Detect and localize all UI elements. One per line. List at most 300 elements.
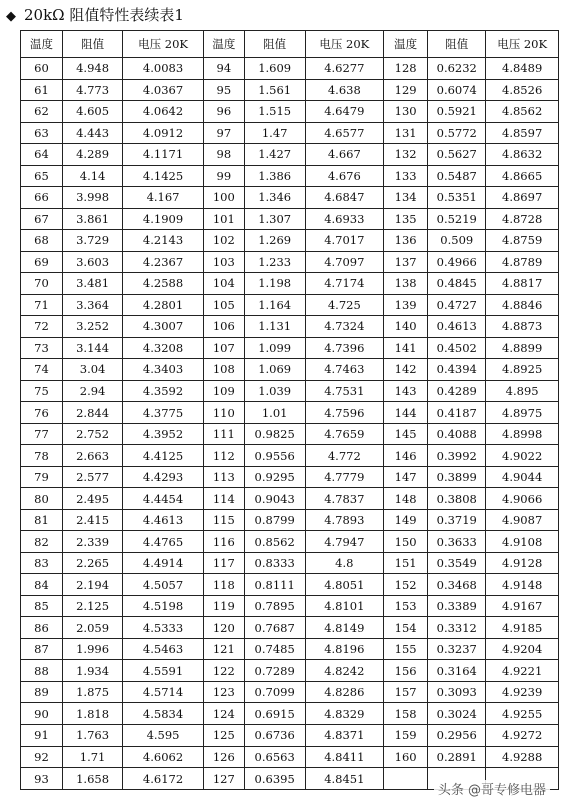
table-cell: 129 [384,79,428,101]
table-cell: 79 [21,466,63,488]
table-cell: 68 [21,230,63,252]
table-cell: 0.5627 [428,144,486,166]
table-cell: 102 [203,230,244,252]
table-cell: 70 [21,273,63,295]
table-cell: 0.9295 [244,466,305,488]
table-cell: 82 [21,531,63,553]
table-cell: 4.8101 [305,595,384,617]
table-cell: 4.6479 [305,101,384,123]
table-row [21,359,559,381]
table-cell: 69 [21,251,63,273]
table-cell: 114 [203,488,244,510]
table-cell: 4.3952 [123,423,204,445]
table-row [21,703,559,725]
header-cell: 阻值 [428,31,486,58]
table-cell: 120 [203,617,244,639]
table-cell: 4.289 [62,144,122,166]
table-cell: 4.4914 [123,552,204,574]
table-cell: 4.6847 [305,187,384,209]
table-cell: 4.6577 [305,122,384,144]
table-cell: 1.515 [244,101,305,123]
table-cell: 0.4088 [428,423,486,445]
table-cell: 89 [21,681,63,703]
table-row [21,187,559,209]
header-cell: 温度 [203,31,244,58]
table-cell: 2.415 [62,509,122,531]
table-cell: 4.9272 [486,724,559,746]
table-cell: 4.5333 [123,617,204,639]
table-cell: 124 [203,703,244,725]
table-cell: 85 [21,595,63,617]
table-cell: 0.4394 [428,359,486,381]
table-cell: 0.3164 [428,660,486,682]
table-row [21,402,559,424]
table-cell: 0.3719 [428,509,486,531]
table-cell: 151 [384,552,428,574]
table-row [21,58,559,80]
header-cell: 阻值 [62,31,122,58]
header-cell: 电压 20K [123,31,204,58]
table-cell: 4.4125 [123,445,204,467]
table-cell: 4.7324 [305,316,384,338]
table-cell: 4.8329 [305,703,384,725]
table-row [21,488,559,510]
table-row [21,144,559,166]
table-cell: 99 [203,165,244,187]
table-cell: 86 [21,617,63,639]
table-cell: 109 [203,380,244,402]
table-cell: 105 [203,294,244,316]
table-cell: 0.8799 [244,509,305,531]
table-cell: 4.772 [305,445,384,467]
table-cell: 2.495 [62,488,122,510]
table-cell: 4.1425 [123,165,204,187]
table-cell: 0.5921 [428,101,486,123]
table-row [21,423,559,445]
table-cell: 0.509 [428,230,486,252]
table-cell: 4.2588 [123,273,204,295]
table-cell: 116 [203,531,244,553]
table-cell: 0.4502 [428,337,486,359]
table-cell: 1.386 [244,165,305,187]
table-cell: 152 [384,574,428,596]
table-cell: 113 [203,466,244,488]
table-cell: 3.861 [62,208,122,230]
table-cell: 0.4187 [428,402,486,424]
table-cell: 93 [21,768,63,790]
table-cell: 4.5463 [123,638,204,660]
table-cell: 122 [203,660,244,682]
table-cell: 4.9255 [486,703,559,725]
table-cell: 66 [21,187,63,209]
table-cell: 100 [203,187,244,209]
table-cell: 142 [384,359,428,381]
table-cell: 0.9825 [244,423,305,445]
table-cell: 0.7687 [244,617,305,639]
table-cell: 101 [203,208,244,230]
table-cell: 4.3403 [123,359,204,381]
table-cell: 4.7463 [305,359,384,381]
table-cell: 4.8242 [305,660,384,682]
table-cell: 1.01 [244,402,305,424]
table-cell: 112 [203,445,244,467]
table-cell: 4.2801 [123,294,204,316]
table-cell: 4.8998 [486,423,559,445]
table-cell: 0.3808 [428,488,486,510]
table-cell: 4.5834 [123,703,204,725]
table-cell: 84 [21,574,63,596]
table-cell: 62 [21,101,63,123]
table-cell: 128 [384,58,428,80]
table-cell: 0.4966 [428,251,486,273]
table-cell: 117 [203,552,244,574]
table-cell: 127 [203,768,244,790]
table-cell: 125 [203,724,244,746]
table-cell: 4.8759 [486,230,559,252]
table-cell: 131 [384,122,428,144]
table-cell: 4.4765 [123,531,204,553]
table-cell: 71 [21,294,63,316]
table-cell: 4.9087 [486,509,559,531]
table-cell: 4.8286 [305,681,384,703]
table-cell: 4.7596 [305,402,384,424]
title-text: 20kΩ 阻值特性表续表1 [24,6,184,24]
table-cell: 1.269 [244,230,305,252]
table-cell: 92 [21,746,63,768]
table-cell: 3.04 [62,359,122,381]
table-cell: 3.481 [62,273,122,295]
table-row [21,466,559,488]
table-cell: 1.47 [244,122,305,144]
table-cell: 1.198 [244,273,305,295]
table-cell: 0.9556 [244,445,305,467]
table-cell: 0.3468 [428,574,486,596]
table-cell: 2.752 [62,423,122,445]
table-cell: 4.8 [305,552,384,574]
table-cell: 0.3992 [428,445,486,467]
table-cell: 0.4727 [428,294,486,316]
table-row [21,724,559,746]
table-cell: 106 [203,316,244,338]
table-row [21,79,559,101]
table-cell: 104 [203,273,244,295]
table-row [21,595,559,617]
table-cell: 121 [203,638,244,660]
table-cell: 4.773 [62,79,122,101]
table-cell: 1.609 [244,58,305,80]
table-cell: 4.5714 [123,681,204,703]
table-cell: 4.7097 [305,251,384,273]
table-cell: 90 [21,703,63,725]
table-cell: 4.8817 [486,273,559,295]
table-cell: 2.94 [62,380,122,402]
table-cell: 1.346 [244,187,305,209]
table-cell: 1.427 [244,144,305,166]
table-cell: 1.658 [62,768,122,790]
table-cell: 4.14 [62,165,122,187]
table-cell: 4.9185 [486,617,559,639]
table-cell: 4.8846 [486,294,559,316]
table-cell: 4.676 [305,165,384,187]
table-cell: 4.0367 [123,79,204,101]
table-row [21,101,559,123]
table-cell: 4.9044 [486,466,559,488]
table-cell: 108 [203,359,244,381]
table-row [21,208,559,230]
resistance-table [20,30,559,790]
table-cell: 4.9288 [486,746,559,768]
table-cell: 4.8665 [486,165,559,187]
table-cell: 110 [203,402,244,424]
table-cell: 0.8333 [244,552,305,574]
header-cell: 电压 20K [486,31,559,58]
table-cell: 146 [384,445,428,467]
table-cell: 4.5057 [123,574,204,596]
table-cell: 0.2891 [428,746,486,768]
table-cell: 155 [384,638,428,660]
table-cell: 0.6915 [244,703,305,725]
table-cell: 4.5198 [123,595,204,617]
table-cell: 4.0642 [123,101,204,123]
table-cell: 4.6172 [123,768,204,790]
table-cell: 4.605 [62,101,122,123]
table-cell: 2.265 [62,552,122,574]
table-cell: 4.8597 [486,122,559,144]
table-cell: 4.7531 [305,380,384,402]
table-cell: 4.7017 [305,230,384,252]
table-cell: 4.6062 [123,746,204,768]
table-cell: 0.6232 [428,58,486,80]
table-cell: 4.1171 [123,144,204,166]
table-cell: 4.9108 [486,531,559,553]
table-cell: 2.844 [62,402,122,424]
table-cell: 144 [384,402,428,424]
table-cell: 130 [384,101,428,123]
table-cell: 4.4454 [123,488,204,510]
table-cell: 63 [21,122,63,144]
table-row [21,574,559,596]
table-cell: 143 [384,380,428,402]
table-cell: 0.3899 [428,466,486,488]
table-cell: 97 [203,122,244,144]
table-cell: 4.638 [305,79,384,101]
table-cell: 1.996 [62,638,122,660]
table-cell: 0.6074 [428,79,486,101]
table-cell: 4.7174 [305,273,384,295]
table-cell: 126 [203,746,244,768]
table-cell: 119 [203,595,244,617]
table-cell: 2.059 [62,617,122,639]
table-cell: 4.3208 [123,337,204,359]
table-cell: 0.3024 [428,703,486,725]
table-cell: 3.998 [62,187,122,209]
table-body [21,58,559,790]
table-cell: 61 [21,79,63,101]
table-row [21,165,559,187]
table-cell: 123 [203,681,244,703]
table-cell: 156 [384,660,428,682]
table-cell: 0.5487 [428,165,486,187]
table-cell: 0.7895 [244,595,305,617]
table-cell: 1.039 [244,380,305,402]
header-cell: 温度 [21,31,63,58]
table-row [21,681,559,703]
table-cell: 4.7659 [305,423,384,445]
table-row [21,316,559,338]
table-cell: 94 [203,58,244,80]
table-cell: 4.5591 [123,660,204,682]
table-row [21,617,559,639]
table-cell: 145 [384,423,428,445]
table-cell: 0.4289 [428,380,486,402]
table-cell: 4.2143 [123,230,204,252]
table-cell: 60 [21,58,63,80]
table-cell: 3.252 [62,316,122,338]
table-cell: 4.7396 [305,337,384,359]
header-cell: 电压 20K [305,31,384,58]
table-cell: 136 [384,230,428,252]
table-cell: 74 [21,359,63,381]
table-cell: 1.561 [244,79,305,101]
table-cell: 65 [21,165,63,187]
table-cell: 4.3007 [123,316,204,338]
table-cell: 4.9128 [486,552,559,574]
table-cell: 135 [384,208,428,230]
table-cell: 139 [384,294,428,316]
header-cell: 阻值 [244,31,305,58]
table-cell: 4.1909 [123,208,204,230]
table-cell: 95 [203,79,244,101]
table-cell: 111 [203,423,244,445]
table-cell: 4.8873 [486,316,559,338]
table-cell: 4.9167 [486,595,559,617]
table-cell: 4.895 [486,380,559,402]
table-header-row [21,31,559,58]
table-cell: 4.0083 [123,58,204,80]
table-cell: 4.9066 [486,488,559,510]
table-cell: 73 [21,337,63,359]
table-cell: 0.7099 [244,681,305,703]
table-cell: 0.3312 [428,617,486,639]
table-cell: 0.2956 [428,724,486,746]
table-cell: 4.9239 [486,681,559,703]
table-row [21,230,559,252]
table-cell: 0.8562 [244,531,305,553]
table-cell: 147 [384,466,428,488]
table-cell: 1.233 [244,251,305,273]
table-cell: 4.8489 [486,58,559,80]
table-row [21,531,559,553]
table-cell: 0.3093 [428,681,486,703]
table-cell: 2.339 [62,531,122,553]
table-cell: 4.8562 [486,101,559,123]
table-cell: 4.3775 [123,402,204,424]
table-cell: 4.4293 [123,466,204,488]
table-cell: 4.6277 [305,58,384,80]
table-cell: 72 [21,316,63,338]
table-cell: 159 [384,724,428,746]
table-cell: 4.8925 [486,359,559,381]
table-cell: 4.7893 [305,509,384,531]
table-cell: 4.9204 [486,638,559,660]
table-row [21,294,559,316]
table-cell: 3.144 [62,337,122,359]
table-cell: 0.9043 [244,488,305,510]
table-cell: 1.875 [62,681,122,703]
table-cell: 4.8899 [486,337,559,359]
table-cell: 0.3389 [428,595,486,617]
table-cell: 77 [21,423,63,445]
table-cell: 103 [203,251,244,273]
document-title [6,4,184,26]
table-cell: 149 [384,509,428,531]
table-row [21,273,559,295]
table-cell: 1.069 [244,359,305,381]
table-cell: 4.8051 [305,574,384,596]
table-cell: 4.8697 [486,187,559,209]
table-cell: 64 [21,144,63,166]
table-cell: 0.5219 [428,208,486,230]
table-cell: 96 [203,101,244,123]
table-cell: 3.603 [62,251,122,273]
table-cell: 2.125 [62,595,122,617]
table-cell: 1.099 [244,337,305,359]
table-cell: 4.9022 [486,445,559,467]
table-cell: 80 [21,488,63,510]
table-cell: 1.71 [62,746,122,768]
table-cell: 153 [384,595,428,617]
table-cell: 0.6563 [244,746,305,768]
table-cell: 4.8371 [305,724,384,746]
diamond-bullet-icon: ◆ [6,9,16,24]
table-cell: 158 [384,703,428,725]
table-row [21,445,559,467]
table-cell: 2.663 [62,445,122,467]
table-cell: 4.0912 [123,122,204,144]
table-cell: 0.6736 [244,724,305,746]
table-row [21,337,559,359]
table-cell: 4.8728 [486,208,559,230]
table-cell: 4.7779 [305,466,384,488]
table-cell: 0.7289 [244,660,305,682]
table-cell: 148 [384,488,428,510]
table-cell: 88 [21,660,63,682]
table-cell: 140 [384,316,428,338]
table-cell: 4.6933 [305,208,384,230]
table-cell: 107 [203,337,244,359]
table-cell: 4.7837 [305,488,384,510]
table-cell: 0.4845 [428,273,486,295]
table-cell: 0.6395 [244,768,305,790]
table-cell: 1.934 [62,660,122,682]
table-cell: 137 [384,251,428,273]
table-row [21,251,559,273]
table-cell: 4.8526 [486,79,559,101]
table-cell: 4.2367 [123,251,204,273]
table-row [21,509,559,531]
table-cell: 115 [203,509,244,531]
table-cell: 1.763 [62,724,122,746]
table-cell: 75 [21,380,63,402]
table-cell: 0.3549 [428,552,486,574]
table-cell: 141 [384,337,428,359]
table-cell: 160 [384,746,428,768]
table-cell: 1.818 [62,703,122,725]
table-cell: 4.595 [123,724,204,746]
table-cell: 118 [203,574,244,596]
table-cell: 83 [21,552,63,574]
table-cell [384,768,428,790]
